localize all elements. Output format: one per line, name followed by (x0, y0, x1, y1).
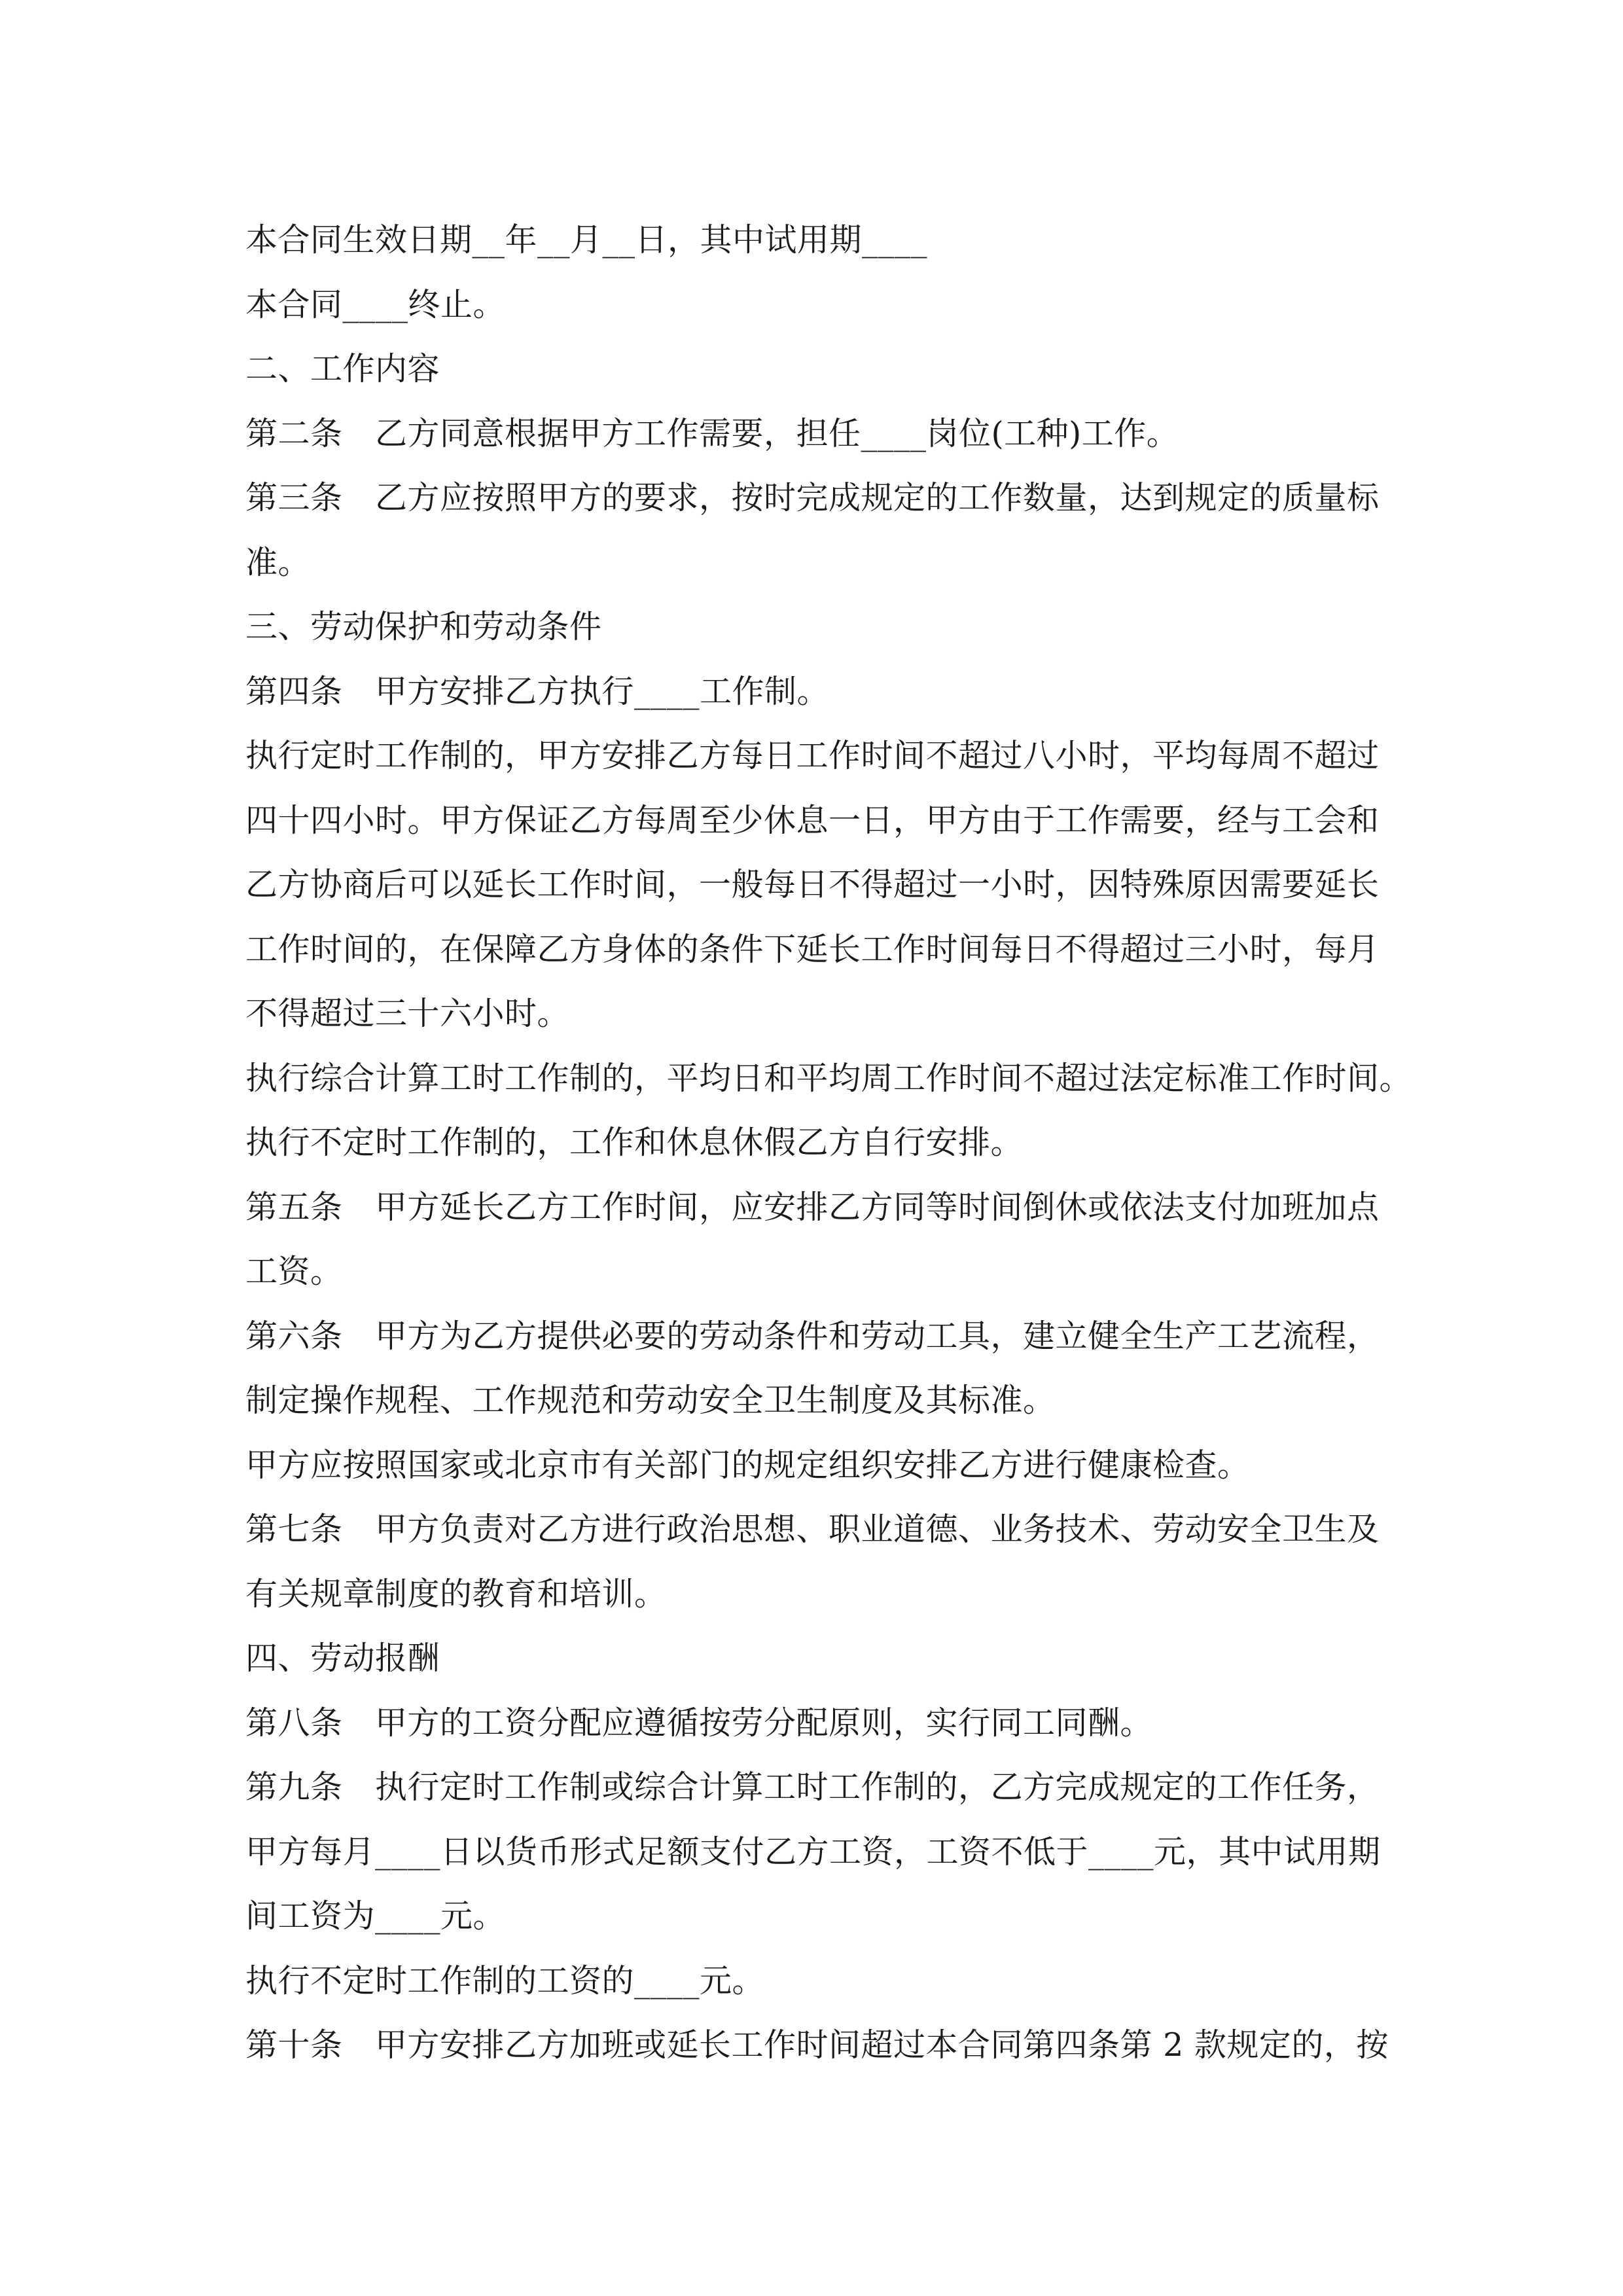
text-line: 第六条 甲方为乙方提供必要的劳动条件和劳动工具，建立健全生产工艺流程， (245, 1317, 1380, 1355)
text-line: 不得超过三十六小时。 (245, 995, 570, 1032)
text-line: 执行不定时工作制的工资的____元。 (245, 1962, 765, 2000)
contract-text (245, 208, 1412, 2078)
text-line: 工作时间的，在保障乙方身体的条件下延长工作时间每日不得超过三小时，每月 (245, 930, 1380, 968)
text-line: 执行定时工作制的，甲方安排乙方每日工作时间不超过八小时，平均每周不超过 (245, 737, 1380, 774)
text-line: 有关规章制度的教育和培训。 (245, 1575, 667, 1613)
section-heading: 二、工作内容 (245, 350, 440, 387)
text-line: 第七条 甲方负责对乙方进行政治思想、职业道德、业务技术、劳动安全卫生及 (245, 1511, 1380, 1548)
text-line: 第五条 甲方延长乙方工作时间，应安排乙方同等时间倒休或依法支付加班加点 (245, 1188, 1380, 1226)
text-line: 第三条 乙方应按照甲方的要求，按时完成规定的工作数量，达到规定的质量标 (245, 479, 1380, 516)
text-line: 甲方应按照国家或北京市有关部门的规定组织安排乙方进行健康检查。 (245, 1446, 1250, 1484)
text-line: 第二条 乙方同意根据甲方工作需要，担任____岗位(工种)工作。 (245, 414, 1179, 452)
text-line: 甲方每月____日以货币形式足额支付乙方工资，工资不低于____元，其中试用期 (245, 1833, 1381, 1871)
text-line: 本合同生效日期__年__月__日，其中试用期____ (245, 221, 928, 259)
text-line: 制定操作规程、工作规范和劳动安全卫生制度及其标准。 (245, 1382, 1056, 1419)
text-line: 第十条 甲方安排乙方加班或延长工作时间超过本合同第四条第 2 款规定的，按 (245, 2026, 1389, 2064)
text-line: 执行综合计算工时工作制的，平均日和平均周工作时间不超过法定标准工作时间。 (245, 1059, 1412, 1097)
text-line: 准。 (245, 543, 311, 581)
text-line: 第四条 甲方安排乙方执行____工作制。 (245, 672, 830, 710)
text-line: 工资。 (245, 1253, 343, 1290)
section-heading: 四、劳动报酬 (245, 1640, 440, 1677)
text-line: 间工资为____元。 (245, 1897, 506, 1935)
text-line: 执行不定时工作制的，工作和休息休假乙方自行安排。 (245, 1124, 1024, 1161)
text-line: 四十四小时。甲方保证乙方每周至少休息一日，甲方由于工作需要，经与工会和 (245, 801, 1380, 839)
text-line: 本合同____终止。 (245, 285, 506, 323)
section-heading: 三、劳动保护和劳动条件 (245, 608, 602, 645)
text-line: 第九条 执行定时工作制或综合计算工时工作制的，乙方完成规定的工作任务， (245, 1768, 1380, 1806)
text-line: 乙方协商后可以延长工作时间，一般每日不得超过一小时，因特殊原因需要延长 (245, 866, 1380, 903)
text-line: 第八条 甲方的工资分配应遵循按劳分配原则，实行同工同酬。 (245, 1704, 1153, 1742)
